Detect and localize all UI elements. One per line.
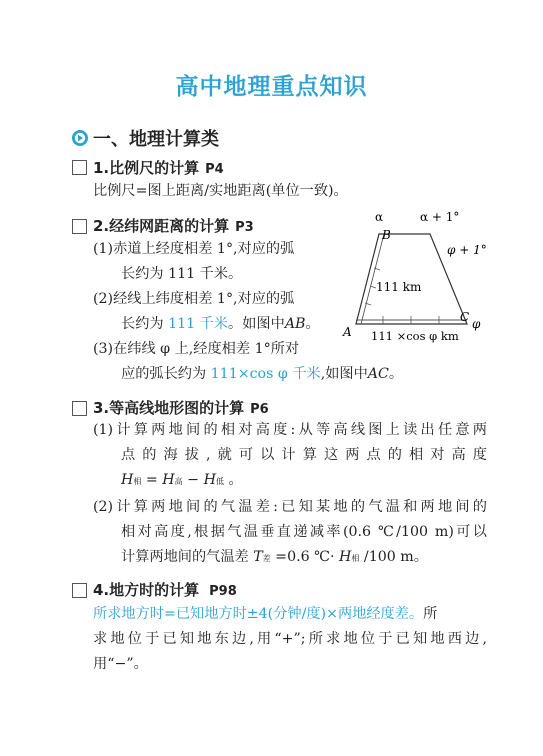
subscript: 相 bbox=[133, 477, 142, 486]
symbol: H bbox=[203, 472, 216, 488]
text: /100 m。 bbox=[359, 549, 428, 565]
checkbox[interactable] bbox=[72, 219, 87, 234]
label-c: C bbox=[460, 310, 470, 324]
contour-item-1a: (1)计算两地间的相对高度:从等高线图上读出任意两 bbox=[93, 422, 487, 438]
graticule-item-2b bbox=[121, 314, 320, 334]
graticule-item-2a: (2)经线上纬度相差 1°,对应的弧 bbox=[93, 291, 295, 307]
play-circle-icon bbox=[71, 129, 89, 147]
graticule-item-3a: (3)在纬线 φ 上,经度相差 1°所对 bbox=[93, 341, 300, 357]
text: 所 bbox=[423, 606, 438, 622]
text: 。 bbox=[305, 316, 320, 332]
formula-text: = bbox=[141, 472, 163, 488]
highlight-text: 111 千米 bbox=[168, 316, 229, 332]
contour-item-2a: (2)计算两地间的气温差:已知某地的气温和两地间的 bbox=[93, 499, 487, 515]
label-phi-plus: φ + 1° bbox=[447, 243, 487, 257]
page-ref: P3 bbox=[235, 220, 254, 235]
symbol: H bbox=[339, 549, 352, 565]
text: 计算两地间的气温差 bbox=[121, 549, 254, 565]
symbol: T bbox=[253, 549, 263, 565]
subsection-title-contour bbox=[93, 397, 269, 418]
contour-item-2c bbox=[121, 547, 428, 569]
section-title: 一、地理计算类 bbox=[93, 129, 219, 150]
segment-label: AC bbox=[367, 366, 389, 382]
segment-label: AB bbox=[284, 316, 306, 332]
label-alpha: α bbox=[375, 210, 384, 224]
subsection-title-text: 2.经纬网距离的计算 bbox=[93, 217, 230, 235]
subscript: 相 bbox=[351, 554, 360, 563]
graticule-item-1a: (1)赤道上经度相差 1°,对应的弧 bbox=[93, 241, 295, 257]
subsection-title-text: 4.地方时的计算 bbox=[93, 581, 200, 599]
subsection-title-text: 3.等高线地形图的计算 bbox=[93, 399, 245, 417]
subsection-title-local-time bbox=[93, 579, 237, 600]
label-phi: φ bbox=[472, 317, 481, 331]
contour-item-2b: 相对高度,根据气温垂直递减率(0.6 ℃/100 m)可以 bbox=[121, 524, 487, 540]
contour-item-1b: 点的海拔,就可以计算这两点的相对高度 bbox=[121, 447, 487, 463]
label-b: B bbox=[382, 228, 391, 242]
formula-text: 。 bbox=[223, 472, 243, 488]
label-alpha-plus: α + 1° bbox=[420, 210, 460, 224]
highlight-text: 111×cos φ 千米 bbox=[210, 366, 321, 382]
text: 。如图中 bbox=[228, 316, 285, 332]
symbol: H bbox=[121, 472, 134, 488]
highlight-text: 所求地方时=已知地方时±4(分钟/度)×两地经度差。 bbox=[93, 606, 424, 622]
meridian-ab bbox=[361, 234, 384, 324]
checkbox[interactable] bbox=[72, 583, 87, 598]
symbol: H bbox=[162, 472, 175, 488]
subsection-title-scale bbox=[93, 157, 224, 178]
scale-definition: 比例尺=图上距离/实地距离(单位一致)。 bbox=[93, 183, 348, 199]
label-meridian: 111 km bbox=[376, 280, 422, 294]
page-ref: P6 bbox=[250, 402, 269, 417]
checkbox[interactable] bbox=[72, 160, 87, 175]
page-title: 高中地理重点知识 bbox=[175, 74, 368, 100]
subscript: 差 bbox=[262, 554, 271, 563]
text: =0.6 ℃· bbox=[270, 549, 340, 565]
label-a: A bbox=[343, 325, 352, 339]
text: 应的弧长约为 bbox=[121, 366, 211, 382]
formula-text: − bbox=[182, 472, 204, 488]
subscript: 高 bbox=[174, 477, 183, 486]
text: 长约为 bbox=[121, 316, 169, 332]
local-time-line-2: 求地位于已知地东边,用“+”;所求地位于已知地西边, bbox=[93, 631, 487, 647]
local-time-line-3: 用“−”。 bbox=[93, 656, 148, 672]
text: 。 bbox=[388, 366, 404, 382]
relative-height-formula bbox=[121, 470, 243, 492]
checkbox[interactable] bbox=[72, 401, 87, 416]
page-ref: P98 bbox=[209, 584, 237, 599]
page-ref: P4 bbox=[205, 162, 224, 177]
text: ,如图中 bbox=[320, 366, 368, 382]
graticule-item-3b bbox=[121, 364, 403, 384]
subsection-title-text: 1.比例尺的计算 bbox=[93, 159, 200, 177]
graticule-item-1b: 长约为 111 千米。 bbox=[121, 266, 243, 282]
subsection-title-graticule bbox=[93, 215, 254, 236]
graticule-diagram bbox=[338, 208, 488, 348]
local-time-line-1 bbox=[93, 604, 437, 624]
subscript: 低 bbox=[215, 477, 224, 486]
label-parallel: 111 ×cos φ km bbox=[371, 329, 459, 343]
